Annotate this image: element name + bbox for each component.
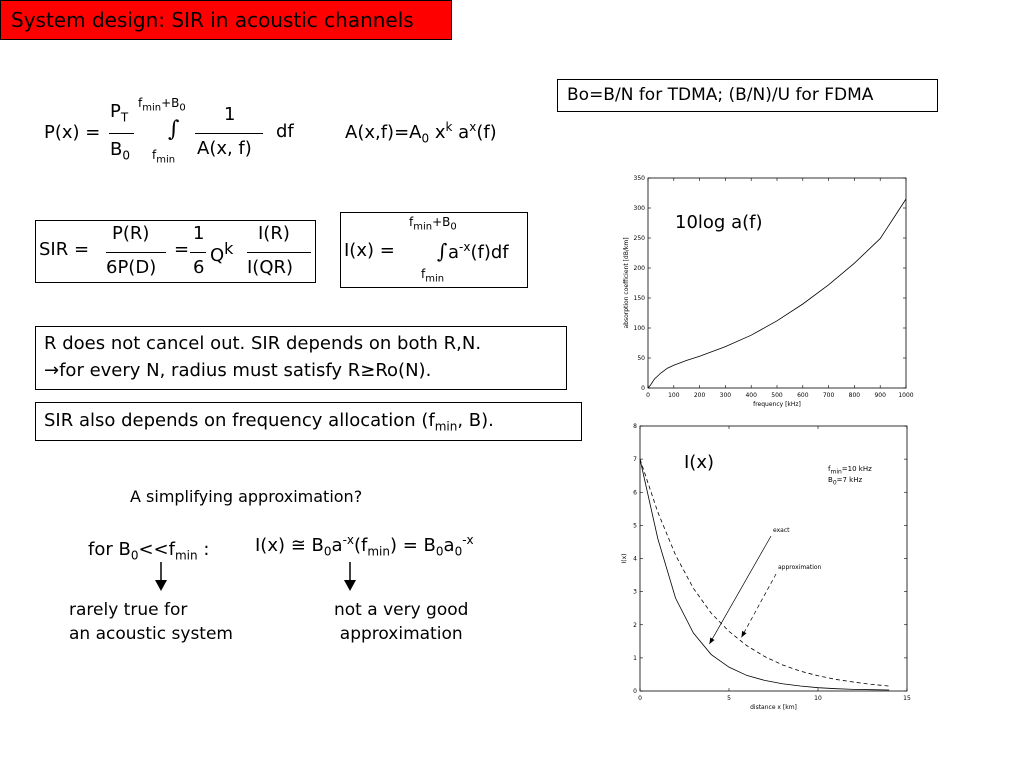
y-axis-label: absorption coefficient [dB/km] [623, 237, 630, 329]
axf-k: k [445, 120, 453, 134]
px-upper-tail: +B [161, 96, 180, 110]
right-arrow-icon: → [44, 360, 60, 381]
ix-chart [616, 418, 916, 716]
approx-close: ) = B [390, 535, 436, 556]
y-tick-label: 0 [641, 385, 645, 392]
chart2-param-fmin: $f_{min}=10$ kHz [828, 465, 872, 476]
freq-note-text [44, 410, 494, 434]
bo-note-text: Bo=B/N for TDMA; (B/N)/U for FDMA [567, 85, 874, 105]
px-den-sub: 0 [122, 148, 130, 163]
px-num [110, 101, 128, 125]
condition [88, 539, 209, 563]
x-tick-label: 10 [814, 695, 822, 702]
exact-arrow-icon-head [709, 638, 714, 644]
sir-f2-den: 6 [193, 257, 205, 278]
freq-note-box [35, 402, 582, 441]
px-num-text: P [110, 101, 121, 122]
approx-a2: a [443, 535, 455, 556]
cond-text: for B [88, 539, 131, 560]
px-lhs: P(x) = [44, 122, 101, 143]
ix-tail: (f)df [470, 242, 509, 263]
left-result-line2: an acoustic system [69, 624, 233, 644]
approx-lhs: I(x) ≅ B [255, 535, 324, 556]
px-lower-sub: min [156, 154, 176, 166]
y-tick-label: 6 [633, 489, 637, 497]
y-tick-label: 150 [633, 295, 645, 302]
freq-note-pre: SIR also depends on frequency allocation (f [44, 410, 435, 431]
approx-equation [255, 533, 474, 559]
chart2-title: I(x) [684, 452, 715, 473]
r-note-line1: R does not cancel out. SIR depends on both R,N. [44, 333, 482, 354]
px-upper-limit [138, 96, 186, 113]
x-tick-label: 500 [771, 392, 783, 399]
approx-paren-sub: min [367, 544, 390, 559]
approx-a2-sup: -x [462, 533, 474, 547]
y-tick-label: 8 [633, 423, 637, 430]
ix-lower-f: f [421, 267, 426, 281]
axf-a0-sub: 0 [421, 131, 430, 146]
ix-integral: ∫ [437, 239, 448, 263]
x-tick-label: 400 [745, 392, 757, 399]
plot-frame [648, 178, 906, 388]
px-upper-sub: min [142, 102, 162, 114]
x-tick-label: 900 [874, 392, 886, 399]
x-tick-label: 800 [848, 392, 861, 399]
x-tick-label: 700 [822, 392, 835, 399]
y-tick-label: 250 [633, 235, 645, 242]
approx-a: a [331, 535, 343, 556]
y-tick-label: 100 [633, 325, 645, 332]
px-frac2-line [195, 133, 263, 134]
px-frac2-den: A(x, f) [197, 138, 252, 159]
ix-lower-sub: min [425, 273, 445, 285]
y-tick-label: 350 [633, 175, 645, 182]
approx-heading: A simplifying approximation? [130, 487, 363, 506]
freq-note-post: , B). [457, 410, 494, 431]
bo-note-box [557, 79, 938, 112]
approx-sub0: 0 [323, 544, 332, 559]
x-tick-label: 15 [903, 695, 911, 702]
sir-f3-line [247, 252, 311, 253]
absorption-chart [612, 170, 916, 410]
px-frac2-num: 1 [224, 104, 236, 125]
x-tick-label: 0 [646, 392, 650, 399]
y-tick-label: 300 [633, 205, 645, 212]
y-tick-label: 4 [633, 555, 637, 563]
ix-integrand [448, 240, 509, 263]
y-tick-label: 7 [633, 456, 637, 464]
sir-f1-num: P(R) [112, 223, 150, 244]
series-line-exact [640, 459, 889, 690]
r-note-box [35, 326, 567, 390]
px-den-text: B [110, 139, 123, 160]
px-num-sub: T [120, 110, 129, 125]
ix-upper-limit [409, 215, 457, 232]
annotation-exact: exact [773, 527, 790, 534]
y-axis-label: I(x) [621, 553, 628, 564]
axf-x: x [429, 122, 446, 143]
px-upper-tail-sub: 0 [179, 102, 186, 114]
cond-sub2: min [174, 548, 198, 563]
freq-note-sub: min [434, 419, 458, 434]
left-result [69, 598, 233, 646]
approximation-arrow-icon-head [741, 631, 746, 637]
approx-a2-sub: 0 [454, 544, 463, 559]
px-fraction-line [109, 133, 134, 134]
cond-mid: <<f [138, 539, 175, 560]
cond-tail: : [197, 539, 210, 560]
axf-f: (f) [476, 122, 497, 143]
ix-upper-tail: +B [432, 215, 451, 229]
sir-f2-line [190, 252, 206, 253]
chart1-title: 10log a(f) [675, 212, 763, 233]
down-arrow-icon-right [343, 562, 357, 592]
ix-upper-f: f [409, 215, 414, 229]
sir-f2-num: 1 [193, 223, 205, 244]
sir-eq2: = [174, 239, 190, 260]
px-upper-f: f [138, 96, 143, 110]
chart2-param-b0: $B_0=7$ kHz [828, 476, 863, 487]
x-tick-label: 0 [638, 695, 642, 702]
px-df: df [276, 121, 294, 142]
down-arrow-icon-left [154, 562, 168, 592]
sir-f3-den: I(QR) [247, 257, 294, 278]
ix-lower-limit [421, 267, 444, 284]
y-tick-label: 5 [633, 522, 637, 530]
x-tick-label: 1000 [898, 392, 914, 399]
ix-upper-sub: min [413, 221, 433, 233]
axf-x-sup: x [469, 120, 477, 134]
r-note-line2-text: for every N, radius must satisfy R≥Ro(N). [59, 360, 432, 381]
sir-q [210, 239, 233, 266]
ix-equation-box [340, 212, 528, 288]
sir-equation-box [35, 220, 316, 283]
r-note-line2 [44, 360, 431, 381]
axf-lhs: A(x,f)=A [345, 122, 422, 143]
ix-a-sup: -x [459, 240, 471, 254]
x-axis-label: distance x [km] [750, 704, 797, 711]
x-tick-label: 100 [668, 392, 680, 399]
approx-sub0b: 0 [435, 544, 444, 559]
right-result-line1: not a very good [334, 600, 469, 620]
y-tick-label: 2 [633, 621, 637, 629]
sir-q-text: Q [210, 245, 225, 266]
px-integral: ∫ [168, 117, 180, 142]
axf-a: a [452, 122, 470, 143]
x-tick-label: 200 [693, 392, 706, 399]
y-tick-label: 200 [633, 265, 645, 272]
px-den [110, 139, 130, 163]
ix-a: a [448, 242, 460, 263]
axf-equation [345, 120, 497, 146]
left-result-line1: rarely true for [69, 600, 188, 620]
right-result-line2: approximation [339, 624, 463, 644]
y-tick-label: 50 [637, 355, 645, 362]
sir-lhs: SIR = [39, 239, 90, 260]
ix-lhs: I(x) = [344, 240, 395, 261]
cond-sub: 0 [130, 548, 139, 563]
y-tick-label: 3 [633, 588, 637, 596]
x-axis-label: frequency [kHz] [753, 401, 801, 408]
exact-arrow-icon-line [709, 536, 771, 644]
slide-title: System design: SIR in acoustic channels [0, 0, 452, 40]
px-lower-limit [152, 148, 175, 165]
approx-paren: (f [354, 535, 368, 556]
right-result [334, 598, 468, 646]
x-tick-label: 300 [719, 392, 732, 399]
x-tick-label: 5 [727, 695, 731, 702]
annotation-approximation: approximation [778, 564, 822, 571]
x-tick-label: 600 [797, 392, 809, 399]
px-lower-f: f [152, 148, 157, 162]
approximation-arrow-icon-line [741, 574, 776, 637]
chart2-params [828, 465, 872, 488]
sir-f3-num: I(R) [258, 223, 290, 244]
series-line-approximation [640, 459, 889, 686]
sir-k: k [224, 239, 234, 258]
approx-sup: -x [342, 533, 354, 547]
y-tick-label: 0 [633, 688, 637, 695]
y-tick-label: 1 [633, 654, 637, 662]
ix-upper-tail-sub: 0 [450, 221, 457, 233]
sir-f1-den: 6P(D) [106, 257, 157, 278]
sir-f1-line [106, 252, 166, 253]
